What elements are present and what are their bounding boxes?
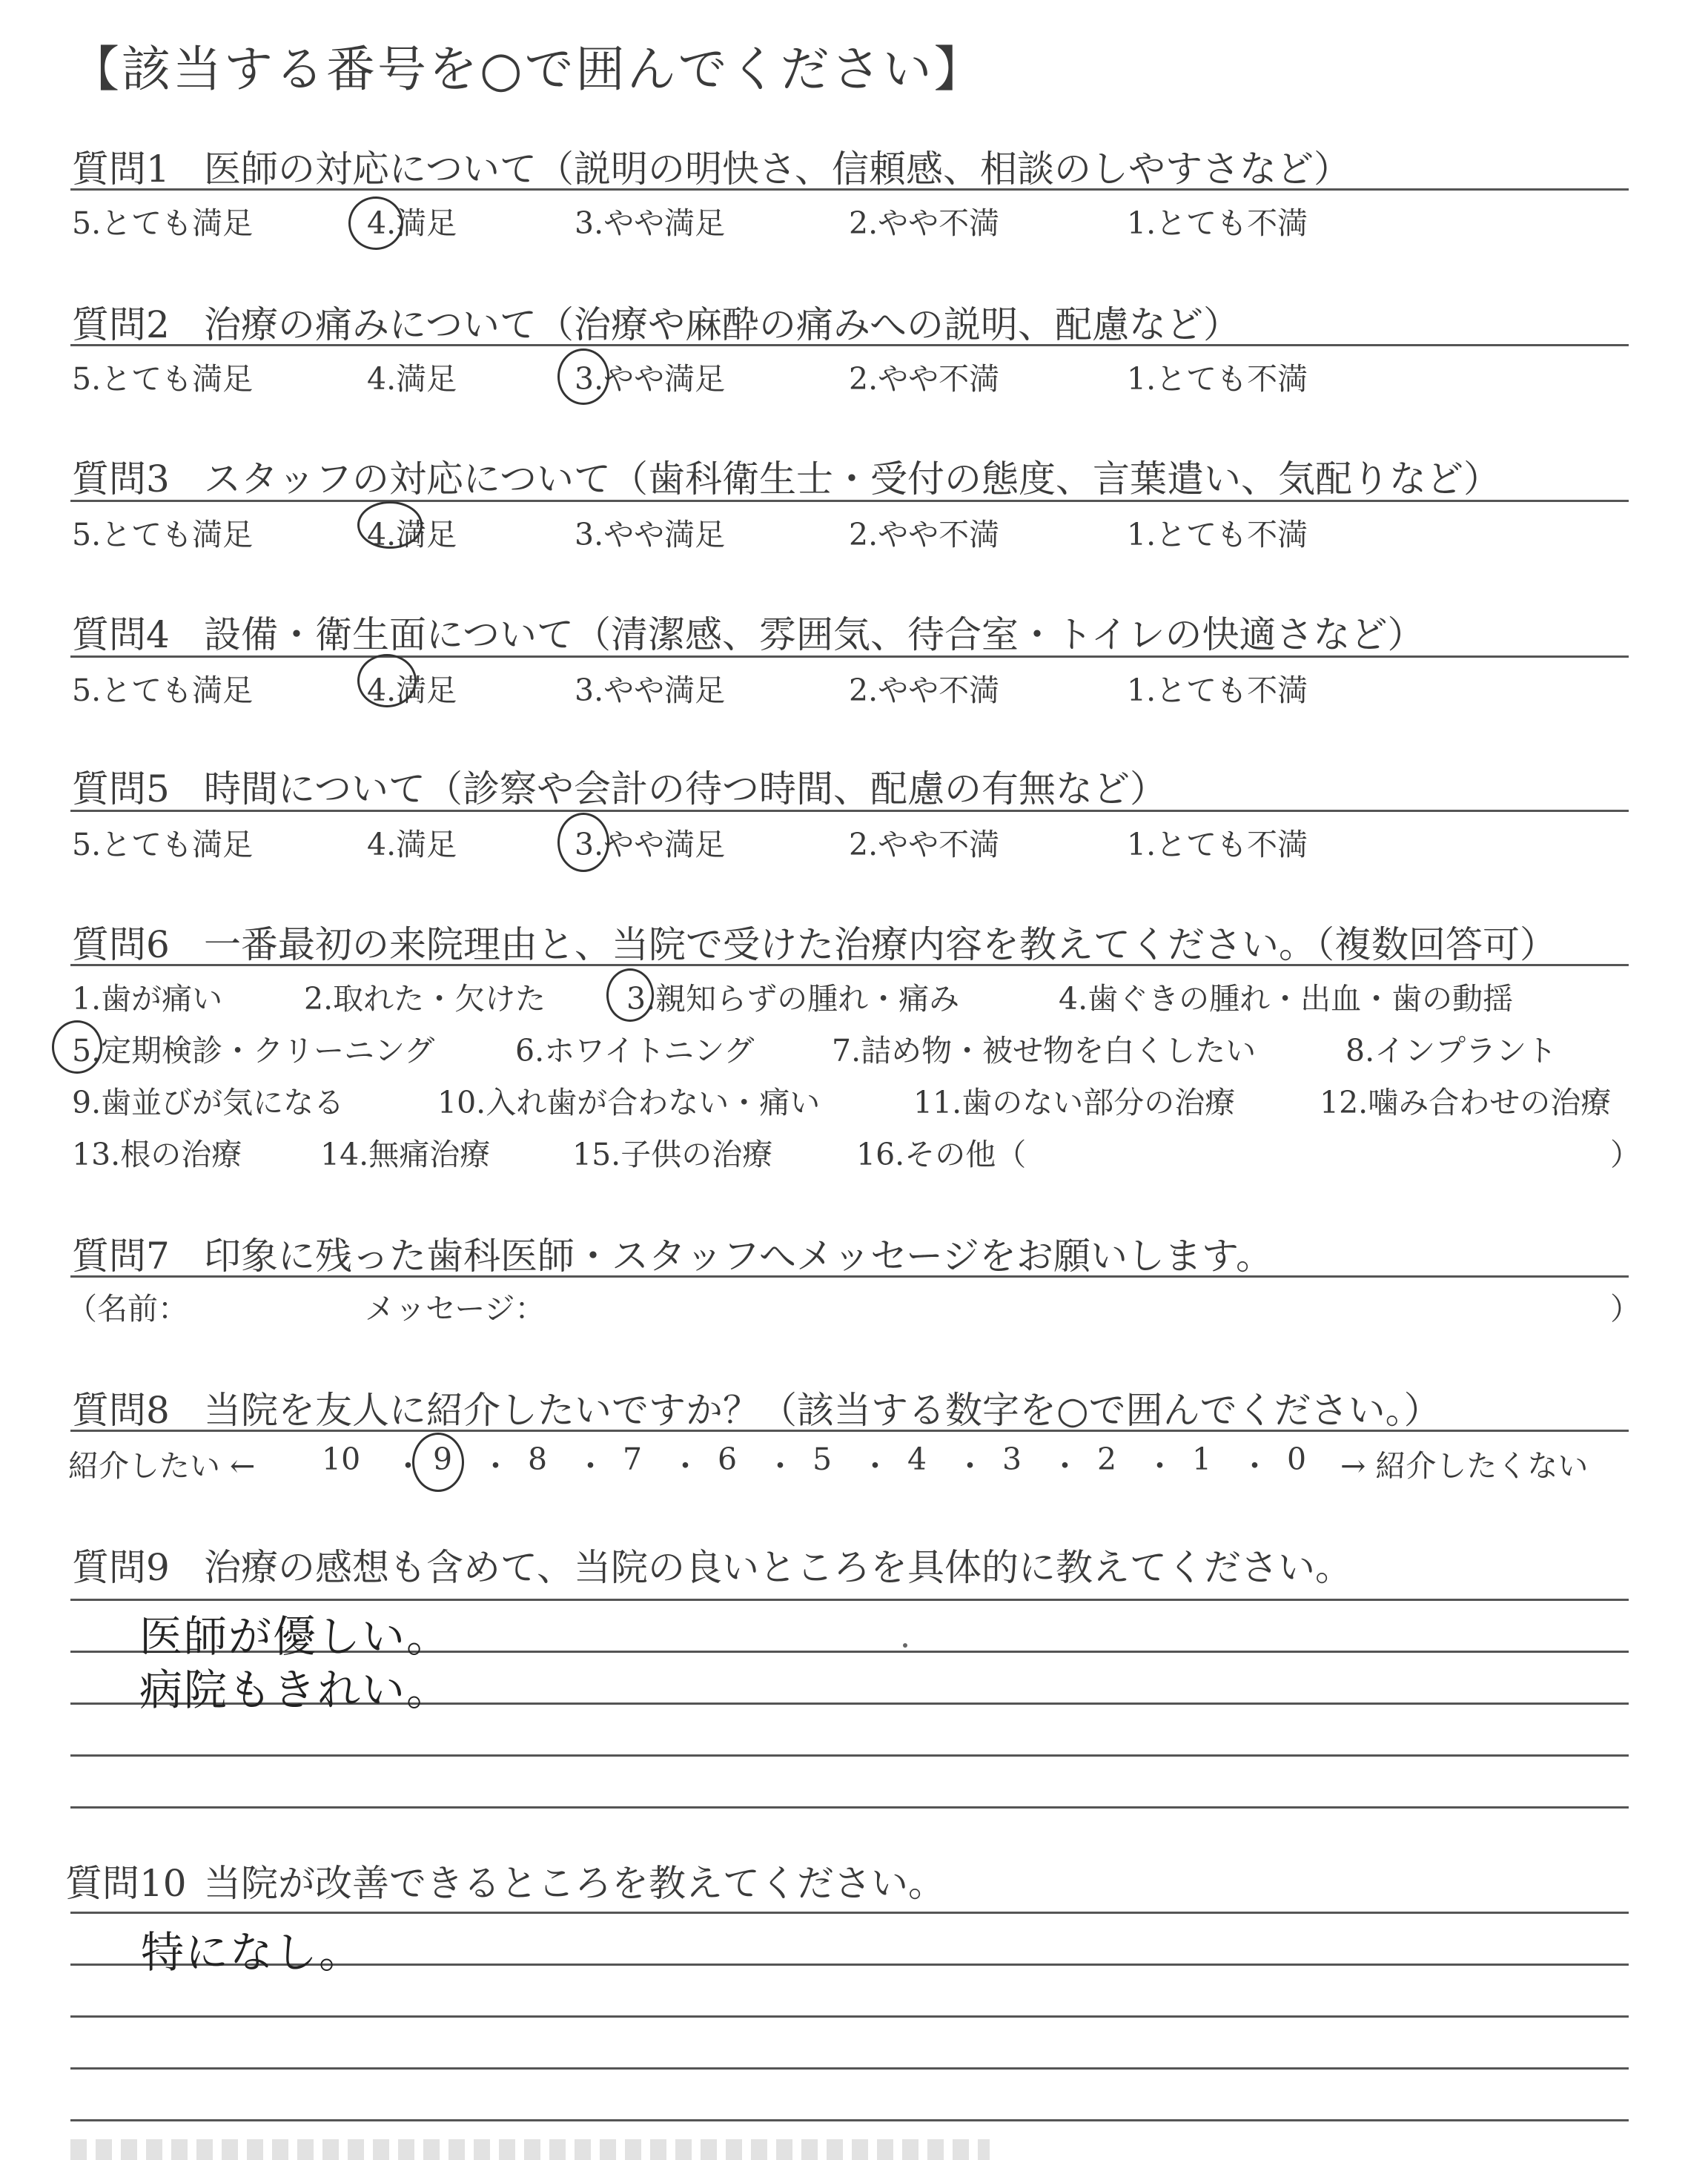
cropped-next-section — [70, 2139, 990, 2160]
page-title: 【該当する番号を○で囲んでください】 — [70, 41, 985, 98]
q3-option-1[interactable]: 1.とても不満 — [1127, 517, 1308, 552]
q2-option-4[interactable]: 4.満足 — [367, 361, 457, 397]
q3-label: 質問3 — [72, 458, 170, 501]
q6-option-6[interactable]: 6.ホワイトニング — [515, 1033, 755, 1069]
q1-text: 医師の対応について（説明の明快さ、信頼感、相談のしやすさなど） — [204, 148, 1351, 191]
q5-option-3[interactable]: 3.やや満足 — [575, 827, 726, 862]
q3-option-3[interactable]: 3.やや満足 — [575, 517, 726, 552]
q5-text: 時間について（診察や会計の待つ時間、配慮の有無など） — [204, 767, 1167, 810]
q5-option-2[interactable]: 2.やや不満 — [849, 827, 1000, 862]
q8-number-5[interactable]: 5 — [812, 1441, 833, 1477]
q10-label: 質問10 — [65, 1862, 187, 1905]
q4-selection-circle — [357, 654, 417, 707]
q6-rule — [70, 964, 1629, 966]
q6-option-16[interactable]: 16.その他（ — [856, 1137, 1027, 1172]
q2-text: 治療の痛みについて（治療や麻酔の痛みへの説明、配慮など） — [204, 303, 1240, 346]
q8-left-label: 紹介したい ← — [68, 1448, 256, 1484]
q8-dot: ・ — [1239, 1448, 1270, 1484]
q7-message-label: メッセージ： — [365, 1291, 546, 1327]
q8-selection-circle — [412, 1433, 464, 1492]
q5-option-4[interactable]: 4.満足 — [367, 827, 457, 862]
q8-number-4[interactable]: 4 — [907, 1441, 927, 1477]
q10-answer-line-1: 特になし。 — [141, 1927, 364, 1978]
q6-option-13[interactable]: 13.根の治療 — [72, 1137, 242, 1172]
q6-option-2[interactable]: 2.取れた・欠けた — [304, 981, 546, 1017]
q6-option-4[interactable]: 4.歯ぐきの腫れ・出血・歯の動揺 — [1059, 981, 1514, 1017]
q8-dot: ・ — [860, 1448, 890, 1484]
q6-selection-circle-5 — [52, 1020, 102, 1074]
q1-option-4[interactable]: 4.満足 — [367, 205, 457, 241]
q6-option-7[interactable]: 7.詰め物・被せ物を白くしたい — [832, 1033, 1257, 1069]
q6-selection-circle-3 — [606, 968, 654, 1022]
q6-option-10[interactable]: 10.入れ歯が合わない・痛い — [437, 1085, 821, 1120]
q3-rule — [70, 500, 1629, 502]
q6-option-11[interactable]: 11.歯のない部分の治療 — [913, 1085, 1236, 1120]
q7-name-label: （名前： — [67, 1291, 188, 1327]
q3-text: スタッフの対応について（歯科衛生士・受付の態度、言葉遣い、気配りなど） — [204, 458, 1500, 501]
q7-rule — [70, 1275, 1629, 1278]
q4-option-2[interactable]: 2.やや不満 — [849, 673, 1000, 708]
q1-rule — [70, 188, 1629, 191]
q6-option-5[interactable]: 5.定期検診・クリーニング — [72, 1033, 435, 1069]
q6-close-paren: ） — [1610, 1137, 1641, 1172]
q6-option-9[interactable]: 9.歯並びが気になる — [72, 1085, 345, 1120]
q8-right-label: → 紹介したくない — [1340, 1448, 1589, 1484]
q10-writing-line — [70, 1912, 1629, 1914]
q6-option-3[interactable]: 3.親知らずの腫れ・痛み — [626, 981, 960, 1017]
q3-option-4[interactable]: 4.満足 — [367, 517, 457, 552]
q2-option-2[interactable]: 2.やや不満 — [849, 361, 1000, 397]
q7-text: 印象に残った歯科医師・スタッフへメッセージをお願いします。 — [204, 1235, 1273, 1278]
q8-dot: ・ — [575, 1448, 606, 1484]
q2-rule — [70, 344, 1629, 346]
q9-answer-line-1: 医師が優しい。 — [139, 1611, 451, 1662]
q8-dot: ・ — [480, 1448, 511, 1484]
q1-selection-circle — [348, 196, 403, 250]
q8-label: 質問8 — [72, 1389, 170, 1432]
q10-writing-line — [70, 2015, 1629, 2018]
q3-selection-circle — [357, 501, 423, 549]
q3-option-2[interactable]: 2.やや不満 — [849, 517, 1000, 552]
q1-option-2[interactable]: 2.やや不満 — [849, 205, 1000, 241]
q9-answer-line-2: 病院もきれい。 — [139, 1665, 451, 1715]
q9-writing-line — [70, 1806, 1629, 1809]
q8-dot: ・ — [955, 1448, 985, 1484]
q1-option-1[interactable]: 1.とても不満 — [1127, 205, 1308, 241]
q7-label: 質問7 — [72, 1235, 170, 1278]
q6-option-14[interactable]: 14.無痛治療 — [320, 1137, 491, 1172]
q8-dot: ・ — [1145, 1448, 1175, 1484]
q8-dot: ・ — [765, 1448, 795, 1484]
q6-option-1[interactable]: 1.歯が痛い — [72, 981, 223, 1017]
q6-option-8[interactable]: 8.インプラント — [1345, 1033, 1558, 1069]
q4-text: 設備・衛生面について（清潔感、雰囲気、待合室・トイレの快適さなど） — [204, 613, 1425, 656]
q8-dot: ・ — [393, 1448, 423, 1484]
q4-option-5[interactable]: 5.とても満足 — [72, 673, 254, 708]
q10-text: 当院が改善できるところを教えてください。 — [204, 1862, 945, 1905]
q5-label: 質問5 — [72, 767, 170, 810]
q8-text: 当院を友人に紹介したいですか？（該当する数字を○で囲んでください。） — [204, 1389, 1441, 1432]
q5-option-5[interactable]: 5.とても満足 — [72, 827, 254, 862]
q8-number-7[interactable]: 7 — [623, 1441, 643, 1477]
q8-number-0[interactable]: 0 — [1287, 1441, 1307, 1477]
q10-writing-line — [70, 2119, 1629, 2121]
q8-dot: ・ — [670, 1448, 701, 1484]
q9-label: 質問9 — [72, 1546, 170, 1589]
q4-option-3[interactable]: 3.やや満足 — [575, 673, 726, 708]
q2-option-5[interactable]: 5.とても満足 — [72, 361, 254, 397]
q1-label: 質問1 — [72, 148, 170, 191]
q8-number-3[interactable]: 3 — [1002, 1441, 1022, 1477]
q6-option-12[interactable]: 12.噛み合わせの治療 — [1320, 1085, 1612, 1120]
q6-label: 質問6 — [72, 923, 170, 966]
q7-close-paren: ） — [1610, 1291, 1641, 1327]
q6-option-15[interactable]: 15.子供の治療 — [572, 1137, 773, 1172]
q9-text: 治療の感想も含めて、当院の良いところを具体的に教えてください。 — [204, 1546, 1352, 1589]
q4-option-4[interactable]: 4.満足 — [367, 673, 457, 708]
q4-option-1[interactable]: 1.とても不満 — [1127, 673, 1308, 708]
q6-text: 一番最初の来院理由と、当院で受けた治療内容を教えてください。（複数回答可） — [204, 923, 1557, 966]
q8-number-2[interactable]: 2 — [1097, 1441, 1117, 1477]
q3-option-5[interactable]: 5.とても満足 — [72, 517, 254, 552]
q8-dot: ・ — [1050, 1448, 1080, 1484]
q5-option-1[interactable]: 1.とても不満 — [1127, 827, 1308, 862]
q2-option-3[interactable]: 3.やや満足 — [575, 361, 726, 397]
q4-rule — [70, 655, 1629, 658]
q2-selection-circle — [557, 349, 609, 405]
q5-selection-circle — [557, 813, 609, 872]
q2-option-1[interactable]: 1.とても不満 — [1127, 361, 1308, 397]
scan-speck — [903, 1643, 907, 1648]
q5-rule — [70, 810, 1629, 812]
q8-number-1[interactable]: 1 — [1192, 1441, 1212, 1477]
q9-writing-line — [70, 1599, 1629, 1601]
q10-writing-line — [70, 2067, 1629, 2070]
q8-number-8[interactable]: 8 — [528, 1441, 548, 1477]
q8-rule — [70, 1430, 1629, 1432]
q8-number-6[interactable]: 6 — [718, 1441, 738, 1477]
q2-label: 質問2 — [72, 303, 170, 346]
q1-option-5[interactable]: 5.とても満足 — [72, 205, 254, 241]
q8-number-10[interactable]: 10 — [322, 1441, 361, 1477]
q8-number-9[interactable]: 9 — [433, 1441, 453, 1477]
q4-label: 質問4 — [72, 613, 170, 656]
q9-writing-line — [70, 1754, 1629, 1757]
q1-option-3[interactable]: 3.やや満足 — [575, 205, 726, 241]
